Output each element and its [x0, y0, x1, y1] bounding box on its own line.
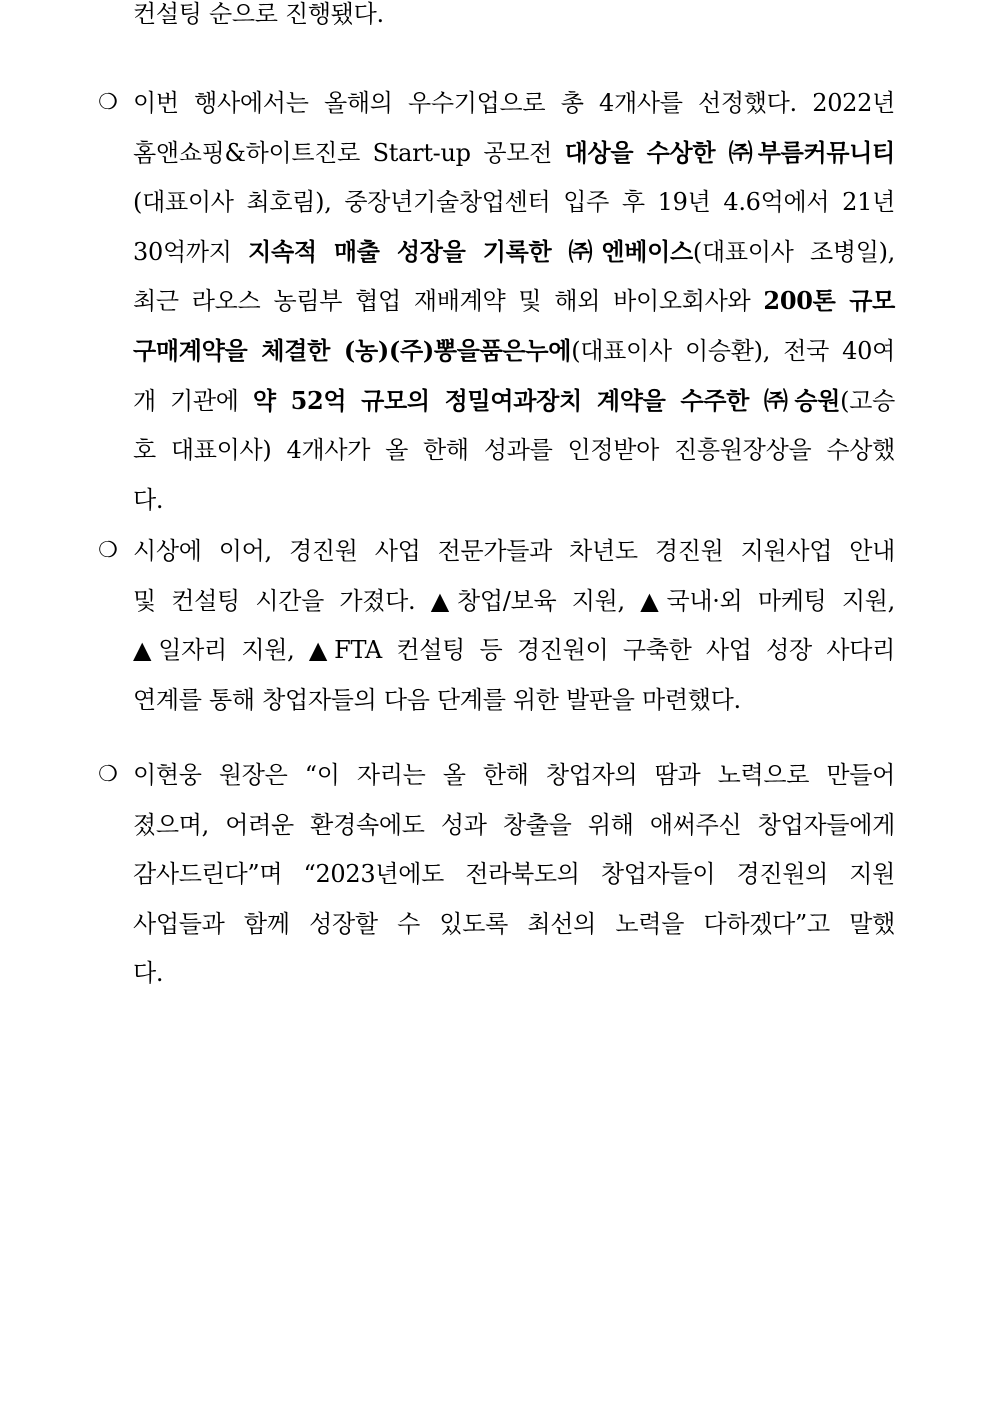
paragraph-3-line [133, 956, 895, 990]
paragraph-3-line [133, 758, 895, 792]
text: (대표이사 최호림), 중장년기술창업센터 입주 후 19년 4.6억에서 21년 [133, 188, 895, 217]
paragraph-2-line [133, 534, 895, 568]
bold-text: 약 52억 규모의 정밀여과장치 계약을 수주한 ㈜승원 [252, 385, 841, 415]
intro-line: 컨설팅 순으로 진행됐다. [133, 0, 384, 28]
paragraph-1-line [133, 86, 895, 120]
bold-text: 구매계약을 체결한 (농)(주)뽕을품은누에 [133, 336, 572, 365]
text: 홈앤쇼핑&하이트진로 Start-up 공모전 [133, 138, 565, 167]
paragraph-3-line [133, 808, 895, 842]
text: 최근 라오스 농림부 협업 재배계약 및 해외 바이오회사와 [133, 287, 764, 316]
text: 다. [133, 959, 164, 988]
text: (대표이사 이승환), 전국 40여 [571, 337, 895, 365]
bullet-icon: ❍ [98, 762, 118, 787]
paragraph-1-line [133, 136, 895, 170]
text: 사업들과 함께 성장할 수 있도록 최선의 노력을 다하겠다”고 말했 [133, 909, 895, 938]
paragraph-1-line [133, 334, 895, 368]
text: (고승 [840, 386, 895, 415]
paragraph-1-line [133, 433, 895, 467]
text: 다. [133, 485, 164, 514]
paragraph-1-line [133, 284, 895, 318]
bullet-icon: ❍ [98, 90, 118, 115]
paragraph-1-line [133, 384, 895, 418]
paragraph-3-line [133, 857, 895, 891]
text: 이번 행사에서는 올해의 우수기업으로 총 4개사를 선정했다. 2022년 [133, 89, 895, 117]
paragraph-1-line [133, 483, 895, 517]
text: 이현웅 원장은 “이 자리는 올 한해 창업자의 땀과 노력으로 만들어 [133, 761, 895, 789]
bold-text: 대상을 수상한 ㈜부름커뮤니티 [564, 137, 895, 167]
bullet-icon: ❍ [98, 538, 118, 563]
paragraph-1-line [133, 185, 895, 219]
bold-text: 200톤 규모 [763, 286, 896, 316]
paragraph-2-line [133, 633, 895, 667]
text: 시상에 이어, 경진원 사업 전문가들과 차년도 경진원 지원사업 안내 [133, 537, 895, 565]
text: 30억까지 [133, 237, 249, 266]
text: ▲일자리 지원, ▲FTA 컨설팅 등 경진원이 구축한 사업 성장 사다리 [133, 636, 895, 665]
text: 호 대표이사) 4개사가 올 한해 성과를 인정받아 진흥원장상을 수상했 [133, 436, 895, 465]
text: 연계를 통해 창업자들의 다음 단계를 위한 발판을 마련했다. [133, 685, 741, 714]
text: 졌으며, 어려운 환경속에도 성과 창출을 위해 애써주신 창업자들에게 [133, 810, 895, 839]
paragraph-1-line [133, 235, 895, 269]
text: 감사드린다”며 “2023년에도 전라북도의 창업자들이 경진원의 지원 [133, 860, 895, 889]
text: (대표이사 조병일), [692, 237, 896, 266]
paragraph-2-line [133, 683, 895, 717]
bold-text: 지속적 매출 성장을 기록한 ㈜엔베이스 [248, 236, 693, 266]
text: 및 컨설팅 시간을 가졌다. ▲창업/보육 지원, ▲국내·외 마케팅 지원, [133, 586, 895, 615]
paragraph-2-line [133, 584, 895, 618]
text: 개 기관에 [133, 386, 253, 415]
paragraph-3-line [133, 907, 895, 941]
